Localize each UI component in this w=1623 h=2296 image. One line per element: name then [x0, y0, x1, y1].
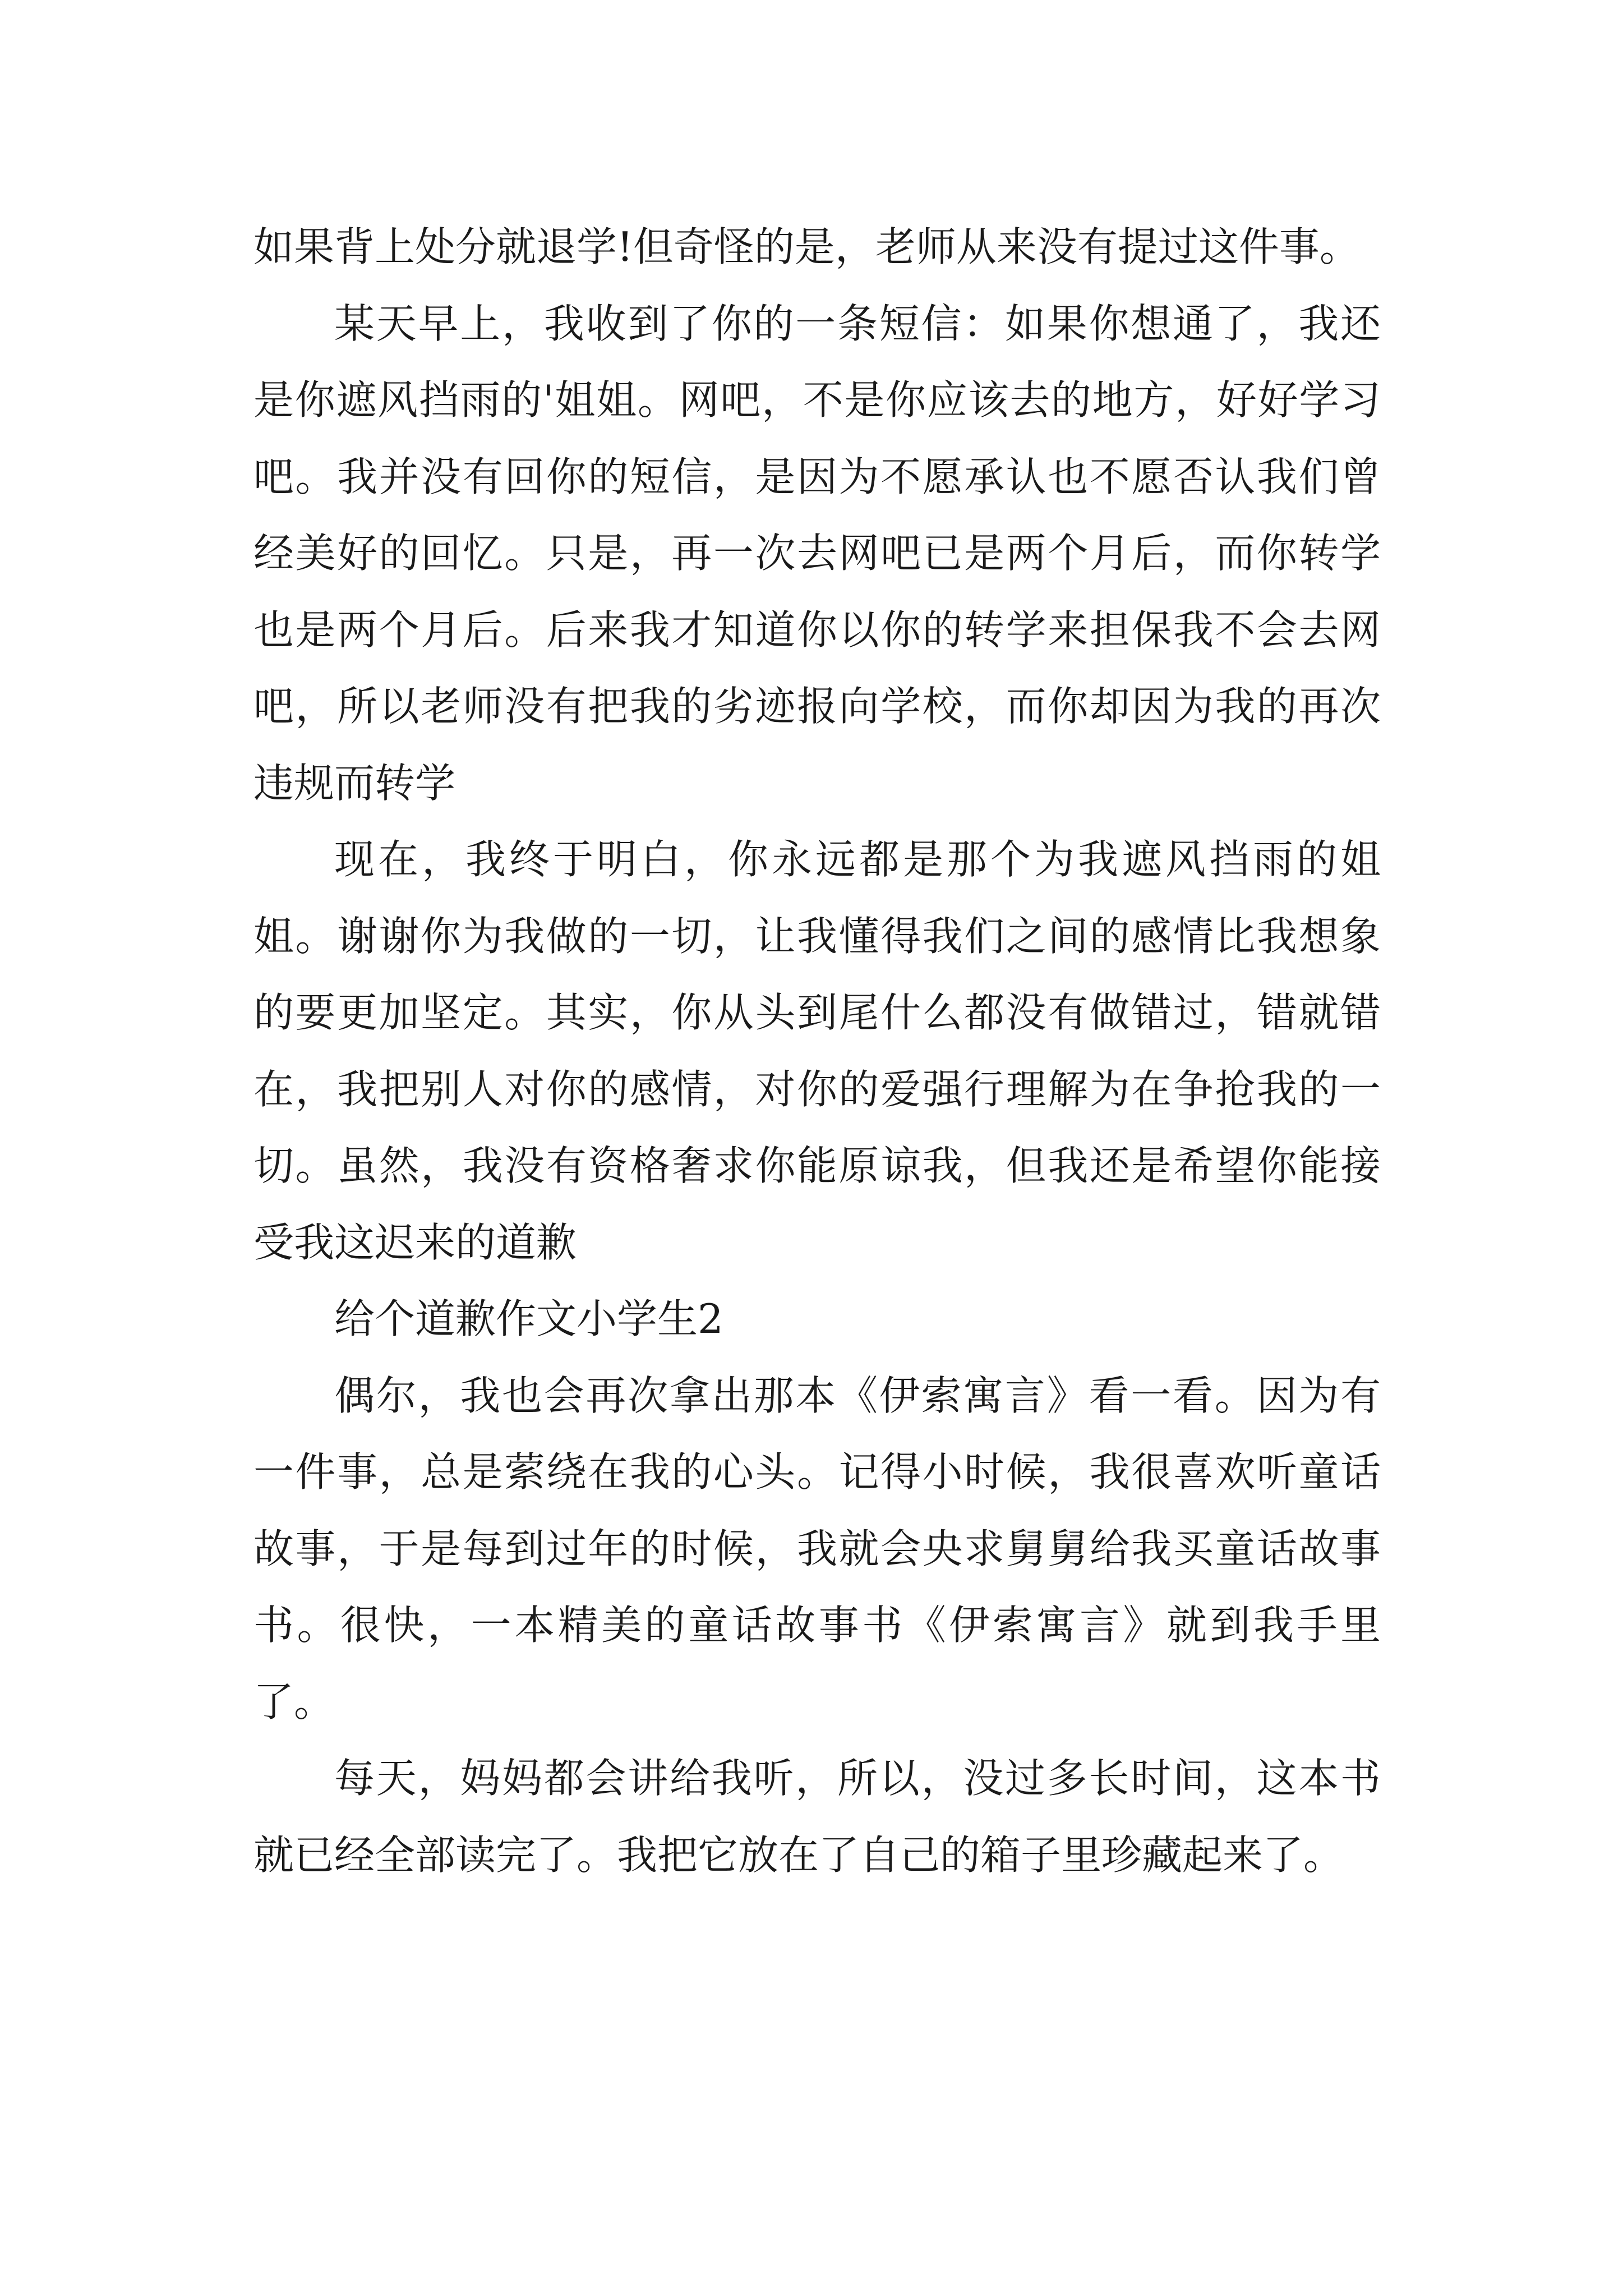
paragraph-continuation: 如果背上处分就退学!但奇怪的是，老师从来没有提过这件事。: [253, 223, 1360, 270]
section-heading: 给个道歉作文小学生2: [334, 1295, 723, 1342]
paragraph-apology: 现在，我终于明白，你永远都是那个为我遮风挡雨的姐姐。谢谢你为我做的一切，让我懂得我们之间的感情比我想象的要更加坚定。其实，你从头到尾什么都没有做错过，错就错在，我把别人对你的感情，对你的爱强行理解为在争抢我的一切。虽然，我没有资格奢求你能原谅我，但我还是希望你能接受我这迟来的道歉: [253, 836, 1381, 1266]
paragraph-aesop-fables: 偶尔，我也会再次拿出那本《伊索寓言》看一看。因为有一件事，总是萦绕在我的心头。记得小时候，我很喜欢听童话故事，于是每到过年的时候，我就会央求舅舅给我买童话故事书。很快，一本精美的童话故事书《伊索寓言》就到我手里了。: [253, 1372, 1381, 1726]
paragraph-text-message: 某天早上，我收到了你的一条短信：如果你想通了，我还是你遮风挡雨的'姐姐。网吧，不是你应该去的地方，好好学习吧。我并没有回你的短信，是因为不愿承认也不愿否认我们曾经美好的回忆。只是，再一次去网吧已是两个月后，而你转学也是两个月后。后来我才知道你以你的转学来担保我不会去网吧，所以老师没有把我的劣迹报向学校，而你却因为我的再次违规而转学: [253, 300, 1381, 807]
document-body: [253, 209, 1381, 1893]
paragraph-reading: 每天，妈妈都会讲给我听，所以，没过多长时间，这本书就已经全部读完了。我把它放在了自己的箱子里珍藏起来了。: [253, 1755, 1381, 1879]
